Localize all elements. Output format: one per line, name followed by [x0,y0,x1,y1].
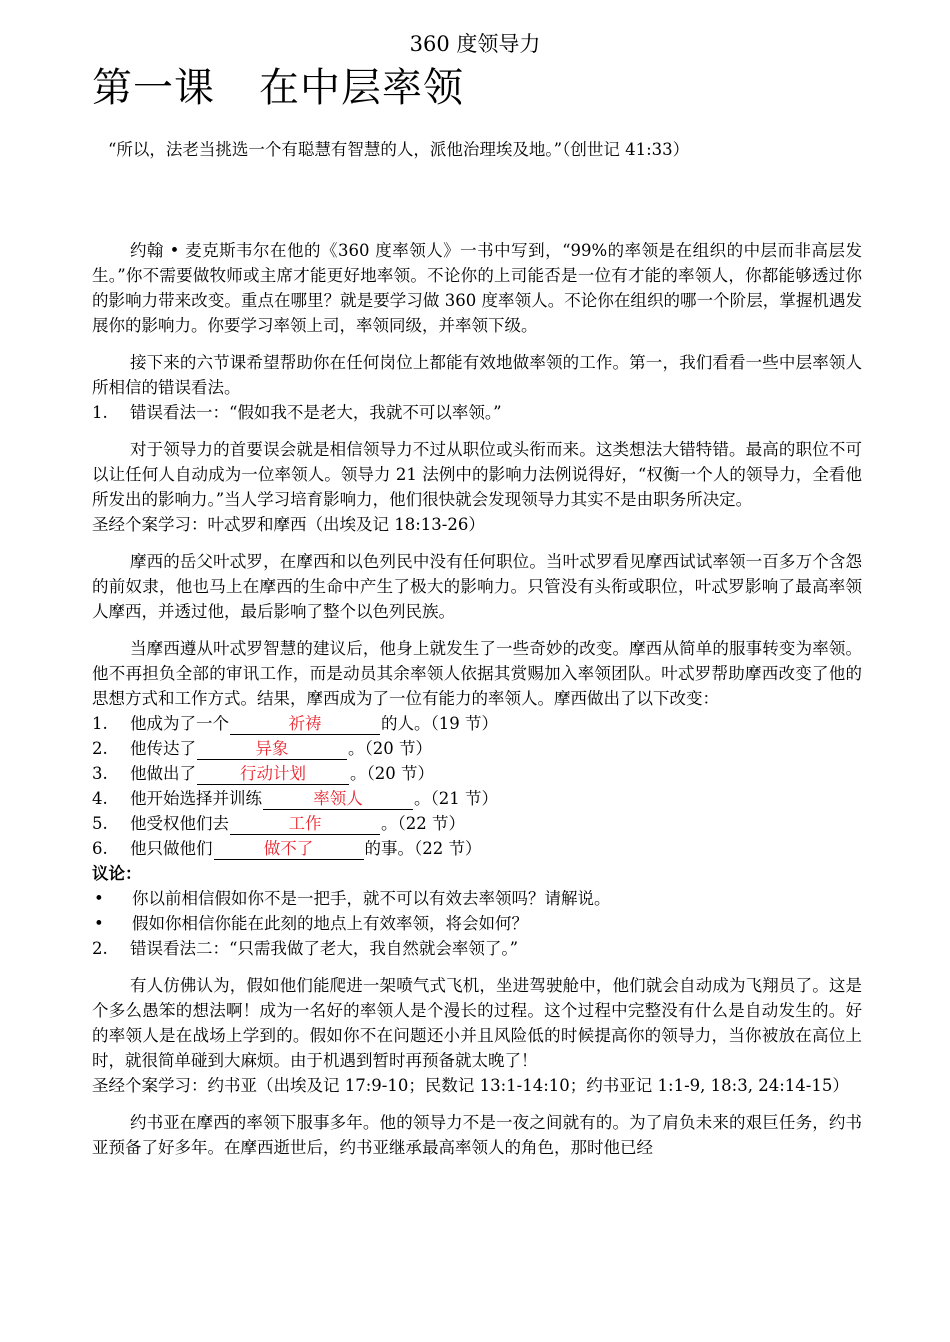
list-item: 4. 他开始选择并训练 率领人 。（21 节） [92,789,498,808]
page-header: 360 度领导力 [409,32,541,56]
answer-blank: 行动计划 [197,763,349,785]
case-study-jethro: 圣经个案学习：叶忒罗和摩西（出埃及记 18:13-26） [92,515,485,534]
changes-list [92,711,862,861]
list-item: 1. 他成为了一个 祈祷 的人。（19 节） [92,714,498,733]
lesson-number: 第一课 [92,65,215,111]
jethro-paragraph: 摩西的岳父叶忒罗，在摩西和以色列民中没有任何职位。当叶忒罗看见摩西试试率领一百多万个含怨的前奴隶，他也马上在摩西的生命中产生了极大的影响力。只管没有头衔或职位，叶忒罗影响了最高率领人摩西，并透过他，最后影响了整个以色列民族。 [92,552,862,621]
myth-two-heading [92,936,862,961]
bullet-icon: • [94,914,104,933]
lesson-title [92,62,464,114]
discussion-item: • 你以前相信假如你不是一把手，就不可以有效去率领吗？请解说。 [92,886,862,911]
answer-blank: 工作 [230,813,380,835]
case-study-joshua: 圣经个案学习：约书亚（出埃及记 17:9-10；民数记 13:1-14:10；约书亚记 1:1-9, 18:3, 24:14-15） [92,1076,849,1095]
answer-blank: 祈祷 [230,713,380,735]
answer-blank: 异象 [197,738,347,760]
list-number: 1. [92,403,108,422]
intro-paragraph: 约翰 • 麦克斯韦尔在他的《360 度率领人》一书中写到，“99%的率领是在组织的中层而非高层发生。”你不需要做牧师或主席才能更好地率领。不论你的上司能否是一位有才能的率领人，你都能够透过你的影响力带来改变。重点在哪里？就是要学习做 360 度率领人。不论你在组织的哪一个阶层，掌握机遇发展你的影响力。你要学习率领上司，率领同级，并率领下级。 [92,241,862,335]
scripture-quote: “所以，法老当挑选一个有聪慧有智慧的人，派他治理埃及地。”（创世记 41:33） [108,140,690,159]
list-item: 5. 他受权他们去 工作 。（22 节） [92,814,465,833]
overview-paragraph: 接下来的六节课希望帮助你在任何岗位上都能有效地做率领的工作。第一，我们看看一些中层率领人所相信的错误看法。 [92,353,862,397]
myth-one-paragraph: 对于领导力的首要误会就是相信领导力不过从职位或头衔而来。这类想法大错特错。最高的职位不可以让任何人自动成为一位率领人。领导力 21 法例中的影响力法例说得好，“权衡一个人的领导力，全看他所发出的影响力。”当人学习培育影响力，他们很快就会发现领导力其实不是由职务所决定。 [92,440,862,509]
myth-text: 错误看法二：“只需我做了老大，我自然就会率领了。” [130,939,519,958]
body-text [92,238,862,1160]
joshua-paragraph: 约书亚在摩西的率领下服事多年。他的领导力不是一夜之间就有的。为了肩负未来的艰巨任务，约书亚预备了好多年。在摩西逝世后，约书亚继承最高率领人的角色，那时他已经 [92,1113,862,1157]
discussion-heading: 议论： [92,864,142,883]
list-item: 3. 他做出了 行动计划 。（20 节） [92,764,434,783]
list-item: 6. 他只做他们 做不了 的事。（22 节） [92,839,482,858]
lesson-name: 在中层率领 [259,65,464,111]
list-number: 2. [92,939,108,958]
answer-blank: 率领人 [263,788,413,810]
answer-blank: 做不了 [214,838,364,860]
myth-text: 错误看法一：“假如我不是老大，我就不可以率领。” [130,403,502,422]
discussion-item: • 假如你相信你能在此刻的地点上有效率领，将会如何？ [92,911,862,936]
moses-paragraph: 当摩西遵从叶忒罗智慧的建议后，他身上就发生了一些奇妙的改变。摩西从简单的服事转变为率领。他不再担负全部的审讯工作，而是动员其余率领人依据其赏赐加入率领团队。叶忒罗帮助摩西改变了他的思想方式和工作方式。结果，摩西成为了一位有能力的率领人。摩西做出了以下改变： [92,639,862,708]
list-item: 2. 他传达了 异象 。（20 节） [92,739,432,758]
myth-two-paragraph: 有人仿佛认为，假如他们能爬进一架喷气式飞机，坐进驾驶舱中，他们就会自动成为飞翔员了。这是个多么愚笨的想法啊！成为一名好的率领人是个漫长的过程。这个过程中完整没有什么是自动发生的。好的率领人是在战场上学到的。假如你不在问题还小并且风险低的时候提高你的领导力，当你被放在高位上时，就很简单碰到大麻烦。由于机遇到暂时再预备就太晚了！ [92,976,862,1070]
myth-one-heading [92,400,862,425]
bullet-icon: • [94,889,104,908]
